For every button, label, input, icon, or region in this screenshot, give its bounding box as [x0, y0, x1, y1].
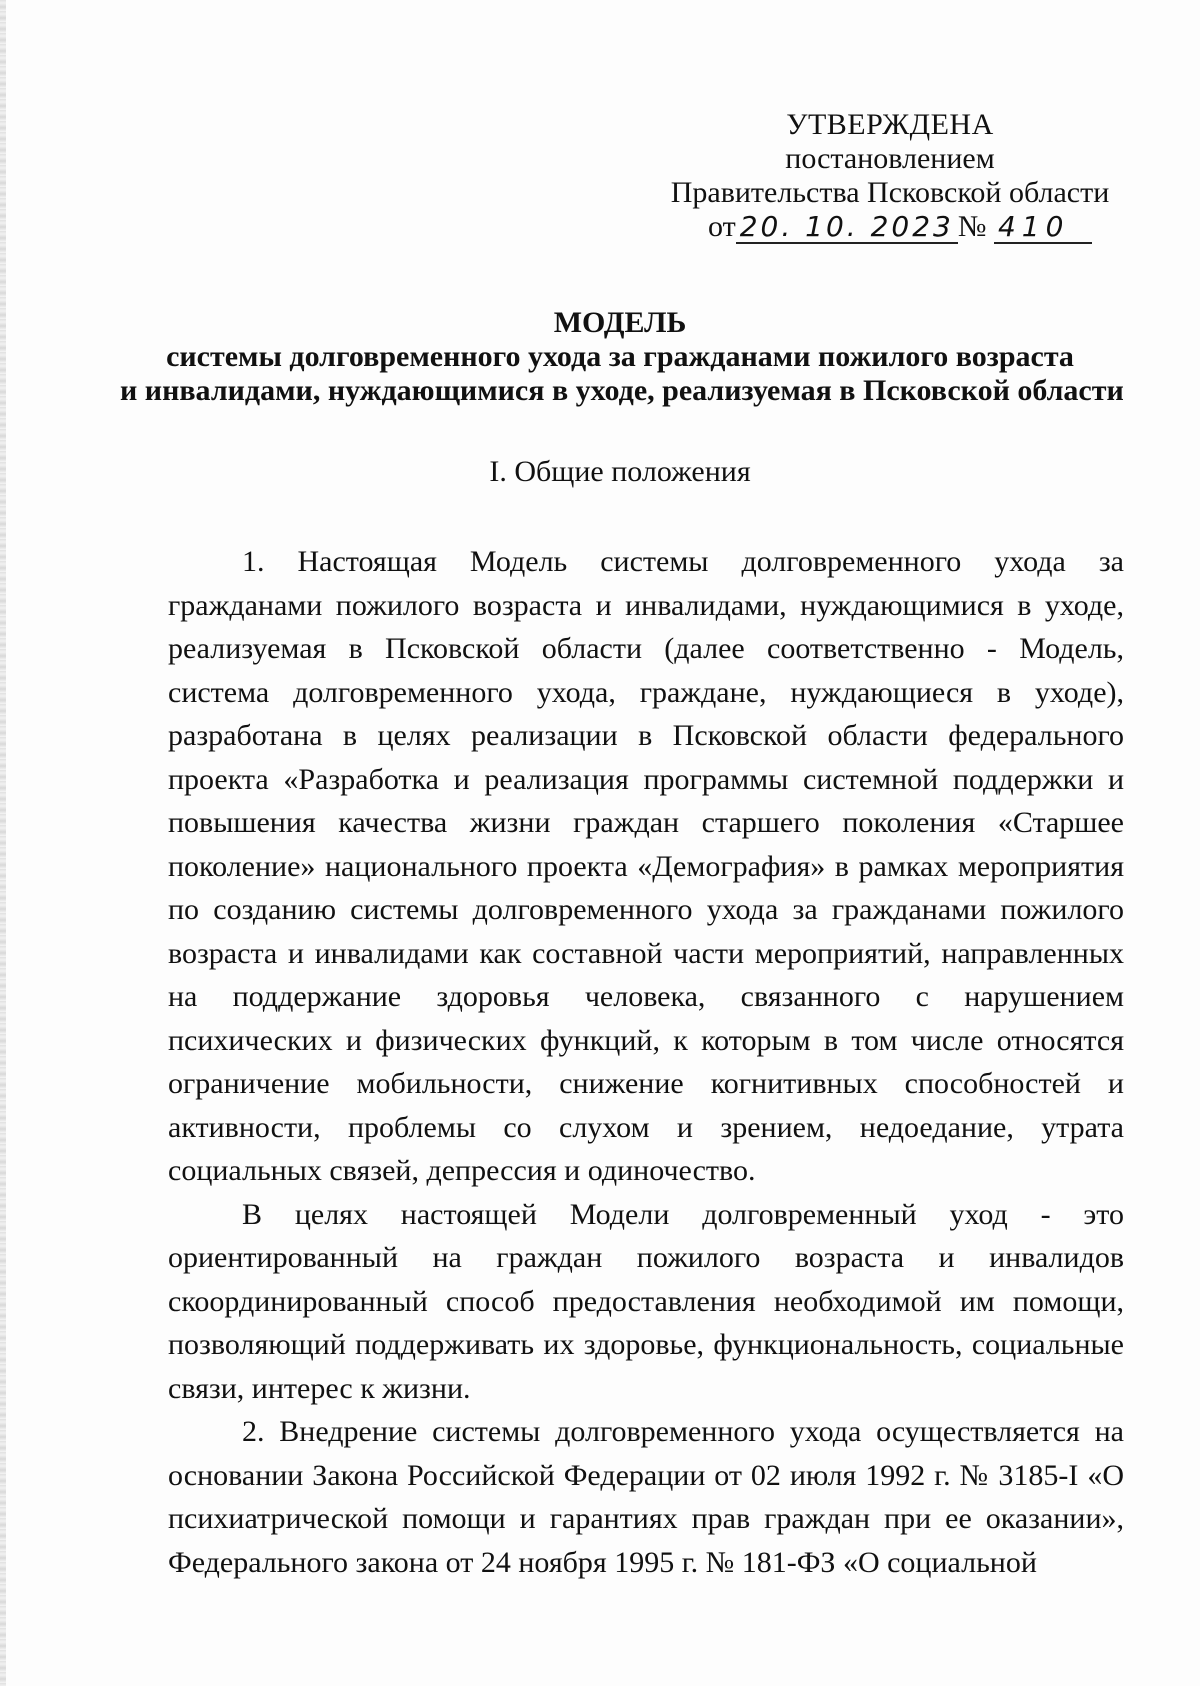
- paragraph: В целях настоящей Модели долговременный уход - это ориентированный на граждан пожилого возраста и инвалидов скоординированный способ предоставления необходимой им помощи, позволяющий поддерживать их здоровье, функциональность, социальные связи, интерес к жизни.: [168, 1197, 1124, 1405]
- date-prefix: от: [708, 210, 736, 243]
- approval-by: постановлением: [785, 142, 995, 175]
- document-title: [120, 306, 1124, 408]
- number-sign: №: [957, 210, 987, 243]
- approval-authority: Правительства Псковской области: [670, 176, 1110, 209]
- title-line-1: системы долговременного ухода за гражданами пожилого возраста: [166, 340, 1074, 373]
- title-main: МОДЕЛЬ: [553, 306, 687, 339]
- handwritten-number: 410: [994, 212, 1092, 244]
- section-heading: I. Общие положения: [489, 455, 751, 488]
- title-line-2: и инвалидами, нуждающимися в уходе, реализуемая в Псковской области: [120, 374, 1124, 407]
- handwritten-date: 20. 10. 2023: [736, 212, 958, 244]
- approval-block: [660, 108, 1120, 244]
- paragraph: 2. Внедрение системы долговременного ухода осуществляется на основании Закона Российской Федерации от 02 июля 1992 г. № 3185-I «О психиатрической помощи и гарантиях прав граждан при ее оказании», Федерального закона от 24 ноября 1995 г. № 181-ФЗ «О социальной: [168, 1415, 1124, 1579]
- paragraph: 1. Настоящая Модель системы долговременного ухода за гражданами пожилого возраста и инвалидами, нуждающимися в уходе, реализуемая в Псковской области (далее соответственно - Модель, система долговременного ухода, граждане, нуждающиеся в уходе), разработана в целях реализации в Псковской области федерального проекта «Разработка и реализация программы системной поддержки и повышения качества жизни граждан старшего поколения «Старшее поколение» национального проекта «Демография» в рамках мероприятия по созданию системы долговременного ухода за гражданами пожилого возраста и инвалидами как составной части мероприятий, направленных на поддержание здоровья человека, связанного с нарушением психических и физических функций, к которым в том числе относятся ограничение мобильности, снижение когнитивных способностей и активности, проблемы со слухом и зрением, недоедание, утрата социальных связей, депрессия и одиночество.: [168, 545, 1124, 1187]
- approval-stamp-title: УТВЕРЖДЕНА: [786, 108, 994, 141]
- document-body: [168, 540, 1124, 1584]
- approval-date-line: [660, 210, 1120, 244]
- scan-edge: [0, 0, 6, 1686]
